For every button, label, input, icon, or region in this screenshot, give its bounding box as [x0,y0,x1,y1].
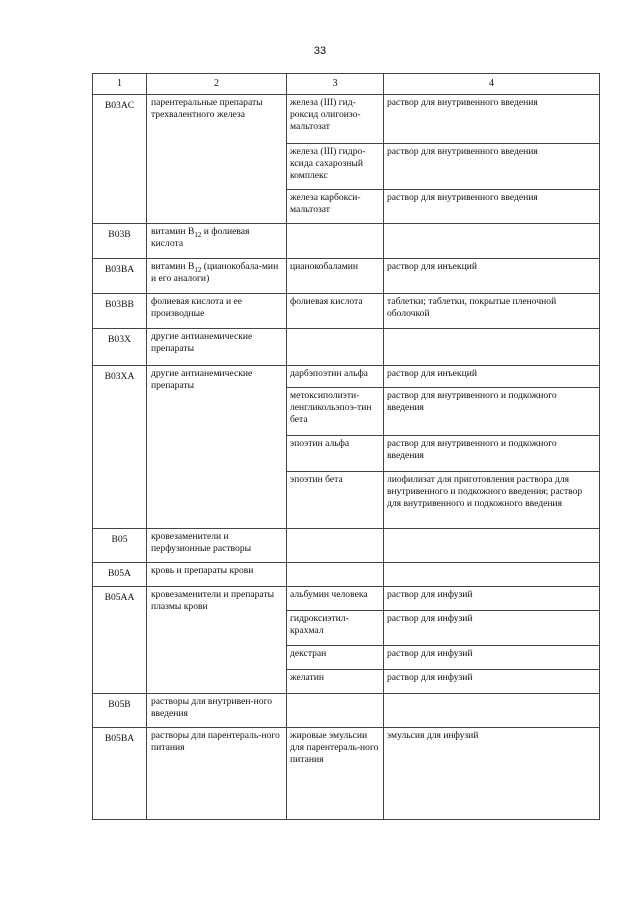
substance-cell [287,329,384,366]
atc-code: B05B [93,694,147,728]
column-header: 1 [93,74,147,95]
table-row [93,563,600,587]
dosage-form-cell: раствор для инъекций [384,259,600,294]
dosage-form-cell [384,694,600,728]
substance-cell: гидроксиэтил-крахмал [287,611,384,646]
substance-cell: эпоэтин альфа [287,436,384,472]
substance-cell: фолиевая кислота [287,294,384,329]
column-header: 3 [287,74,384,95]
dosage-form-cell: раствор для внутривенного введения [384,95,600,144]
substance-cell [287,529,384,563]
substance-cell: жировые эмульсии для парентераль-ного питания [287,728,384,820]
atc-group: кровезаменители и перфузионные растворы [147,529,287,563]
atc-code: B05 [93,529,147,563]
substance-cell: железа (III) гид-роксид олигоизо-мальтозат [287,95,384,144]
dosage-form-cell: таблетки; таблетки, покрытые пленочной оболочкой [384,294,600,329]
atc-code: B05A [93,563,147,587]
table-row [93,587,600,611]
table-row [93,728,600,820]
atc-group: другие антианемические препараты [147,329,287,366]
atc-group: кровезаменители и препараты плазмы крови [147,587,287,694]
atc-code: B05BA [93,728,147,820]
column-header: 2 [147,74,287,95]
table-row [93,294,600,329]
atc-group: другие антианемические препараты [147,366,287,529]
dosage-form-cell [384,563,600,587]
substance-cell: железа (III) гидро-ксида сахарозный комплекс [287,144,384,190]
atc-group: кровь и препараты крови [147,563,287,587]
dosage-form-cell: раствор для инъекций [384,366,600,388]
dosage-form-cell [384,224,600,259]
substance-cell: желатин [287,670,384,694]
column-header: 4 [384,74,600,95]
atc-code: B03BA [93,259,147,294]
substance-cell: железа карбокси-мальтозат [287,190,384,224]
atc-group: парентеральные препараты трехвалентного железа [147,95,287,224]
dosage-form-cell [384,529,600,563]
substance-cell: метоксиполиэти-ленгликольэпоэ-тин бета [287,388,384,436]
atc-code: B03BB [93,294,147,329]
substance-cell: дарбэпоэтин альфа [287,366,384,388]
table-row [93,95,600,144]
substance-cell [287,563,384,587]
table-header-row [93,74,600,95]
atc-code: B03XA [93,366,147,529]
dosage-form-cell: раствор для внутривенного и подкожного введения [384,388,600,436]
atc-group: растворы для внутривен-ного введения [147,694,287,728]
atc-group: витамин $B_{12}$ и фолиевая кислота [147,224,287,259]
dosage-form-cell: лиофилизат для приготовления раствора для внутривенного и подкожного введения; раствор для внутривенного и подкожного введения [384,472,600,529]
table-row [93,224,600,259]
substance-cell: альбумин человека [287,587,384,611]
substance-cell: эпоэтин бета [287,472,384,529]
dosage-form-cell: раствор для инфузий [384,611,600,646]
table-row [93,329,600,366]
substance-cell: цианокобаламин [287,259,384,294]
substance-cell: декстран [287,646,384,670]
atc-group: фолиевая кислота и ее производные [147,294,287,329]
atc-code: B05AA [93,587,147,694]
table-row [93,259,600,294]
dosage-form-cell: раствор для инфузий [384,646,600,670]
table-row [93,529,600,563]
table-row [93,366,600,388]
dosage-form-cell: раствор для внутривенного и подкожного введения [384,436,600,472]
atc-code: B03AC [93,95,147,224]
table-row [93,694,600,728]
dosage-form-cell: раствор для внутривенного введения [384,144,600,190]
dosage-form-cell: раствор для инфузий [384,587,600,611]
atc-group: растворы для парентераль-ного питания [147,728,287,820]
atc-code: B03X [93,329,147,366]
dosage-form-cell: раствор для инфузий [384,670,600,694]
dosage-form-cell [384,329,600,366]
drug-table [92,73,600,820]
substance-cell [287,694,384,728]
page-number: 33 [313,45,327,57]
dosage-form-cell: раствор для внутривенного введения [384,190,600,224]
substance-cell [287,224,384,259]
atc-group: витамин $B_{12}$ (цианокобала-мин и его аналоги) [147,259,287,294]
atc-code: B03B [93,224,147,259]
dosage-form-cell: эмульсия для инфузий [384,728,600,820]
